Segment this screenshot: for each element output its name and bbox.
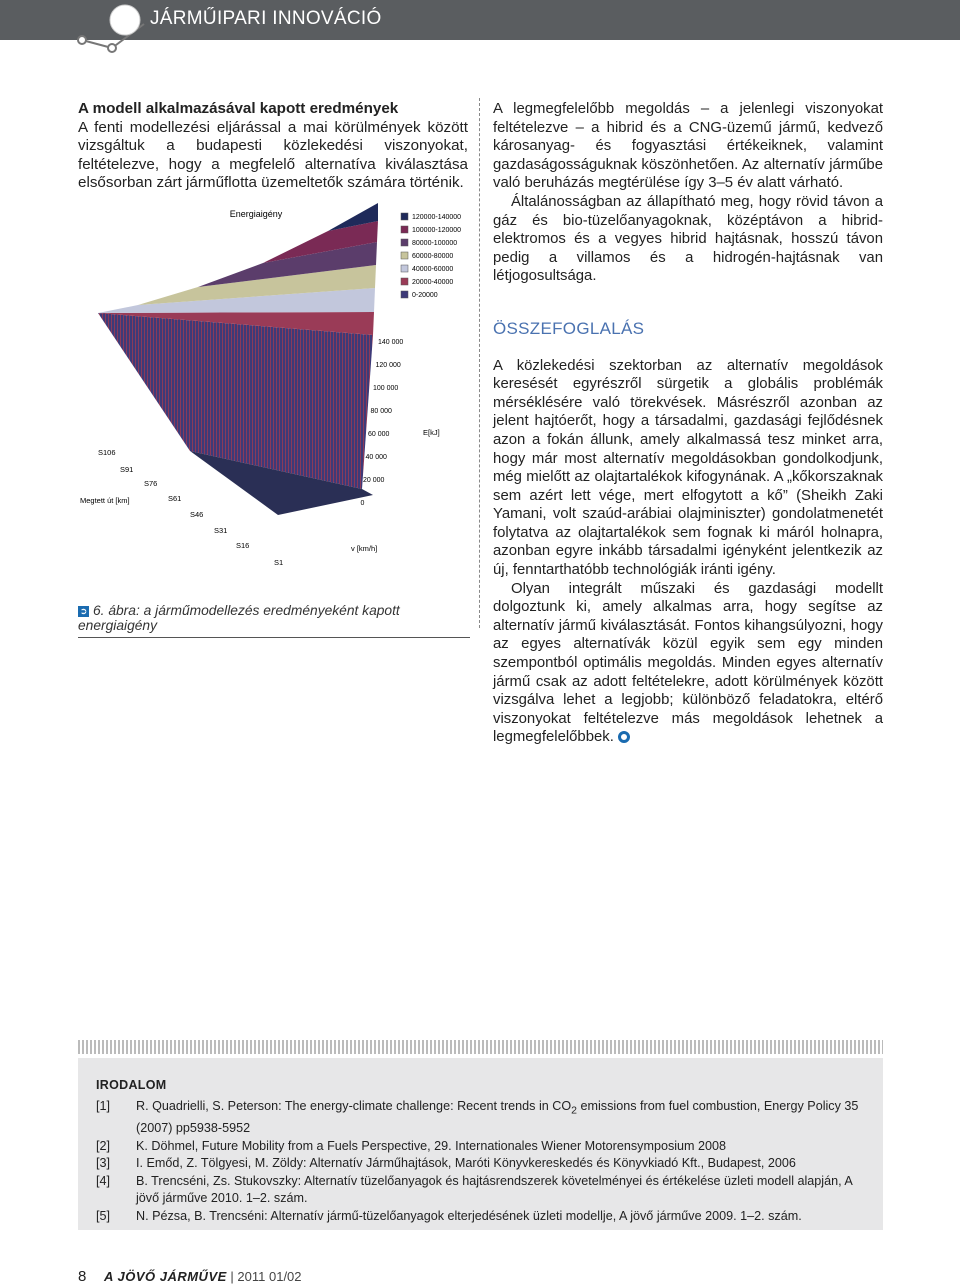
legend-swatch <box>401 239 408 246</box>
legend-entry: 100000-120000 <box>412 227 462 234</box>
summary-section-title: ÖSSZEFOGLALÁS <box>493 318 645 338</box>
s-axis-label: S46 <box>190 510 204 519</box>
legend-swatch <box>401 278 408 285</box>
decorative-stripes <box>78 1040 883 1054</box>
reference-item: [4] B. Trencséni, Zs. Stukovszky: Alternatív tüzelőanyagok és hajtásrendszerek követelményei és értékelése üzleti modell alapján, A jövő járműve 2010. 1–2. szám. <box>96 1173 853 1206</box>
references-heading: IRODALOM <box>96 1078 167 1092</box>
results-heading: A modell alkalmazásával kapott eredmények <box>78 100 399 117</box>
figure-caption <box>78 603 470 638</box>
s-axis-label: S91 <box>120 465 134 474</box>
chart-title: Energiaigény <box>229 209 283 219</box>
z-tick-label: 40 000 <box>365 454 387 461</box>
reference-number: [3] <box>96 1156 111 1171</box>
legend-entry: 80000-100000 <box>412 240 458 247</box>
page-number: 8 <box>78 1268 87 1285</box>
reference-number: [5] <box>96 1208 111 1223</box>
legend-swatch <box>401 291 408 298</box>
legend-swatch <box>401 252 408 259</box>
left-column <box>78 100 468 193</box>
network-logo-icon <box>70 0 150 60</box>
reference-item: [1] R. Quadrielli, S. Peterson: The energy-climate challenge: Recent trends in $CO_2$ emissions from fuel combustion, Energy Policy 35 (2007) pp5938-5952 <box>96 1099 859 1136</box>
reference-item: [3] I. Emőd, Z. Tölgyesi, M. Zöldy: Alternatív Járműhajtások, Maróti Könyvkereskedés és Könyvkiadó Kft., Budapest, 2006 <box>96 1155 863 1173</box>
s-axis-label: S31 <box>214 526 228 535</box>
legend-entry: 40000-60000 <box>412 266 454 273</box>
legend-swatch <box>401 213 408 220</box>
reference-number: [2] <box>96 1138 111 1153</box>
s-axis-label: S76 <box>144 479 158 488</box>
reference-item: [5] N. Pézsa, B. Trencséni: Alternatív jármű-tüzelőanyagok elterjedésének üzleti modellje, A jövő járműve 2009. 1–2. szám. <box>96 1208 863 1226</box>
column-divider <box>479 98 480 628</box>
reference-number: [1] <box>96 1099 111 1113</box>
references-box <box>78 1058 883 1230</box>
z-tick-label: 60 000 <box>368 431 390 438</box>
s-axis-label: S61 <box>168 494 182 503</box>
reference-item: [2] K. Döhmel, Future Mobility from a Fuels Perspective, 29. Internationales Wiener Motorensymposium 2008 <box>96 1138 863 1156</box>
v-axis-label: v [km/h] <box>351 544 378 553</box>
s-axis-label: S16 <box>236 541 250 550</box>
legend-entry: 20000-40000 <box>412 279 454 286</box>
z-tick-label: 0 <box>360 500 365 507</box>
arrow-icon: ➲ <box>79 605 88 616</box>
legend-entry: 60000-80000 <box>412 253 454 260</box>
z-axis-label: E[kJ] <box>423 428 440 437</box>
summary-paragraph-1: A közlekedési szektorban az alternatív megoldások keresését egyrészről sürgetik a globális problémák mérséklésére való törekvések. Másrészről azonban az jelent hajtóerőt, hogy a társadalmi, gazdasági fejlődésnek azon a fokán állunk, amely alkalmassá tesz minket arra, hogy már most alternatív megoldásokban gondolkodjunk, még mielőtt az olajtartalékok kifogynának. A „kőkorszaknak sem azért lett vége, mert elfogytott a kő” (Sheikh Zaki Yamani, volt szaúd-arábiai olajminiszter) gondolatmenetét folytatva az olajtartalékok sem fognak ki máról holnapra, azonban egyre inkább társadalmi igényként jelentkezik az új, fenntarthatóbb technológiák iránti igény. <box>493 357 883 579</box>
z-tick-label: 120 000 <box>375 362 401 369</box>
s-axis-label: S1 <box>274 558 284 567</box>
conclusion-paragraph-1: A legmegfelelőbb megoldás – a jelenlegi viszonyokat feltételezve – a hibrid és a CNG-üzemű jármű, kedvező károsanyag- és fogyasztási értékeiknek, valamint gazdaságosságuknak köszönhetően. Az alternatív járműbe való beruházás megtérülése így 3–5 év alatt várható. <box>493 101 883 192</box>
issue-number: | 2011 01/02 <box>230 1269 302 1284</box>
z-tick-label: 20 000 <box>363 477 385 484</box>
z-tick-label: 100 000 <box>373 385 399 392</box>
references-list <box>78 1098 883 1225</box>
end-mark-icon <box>618 731 630 743</box>
right-column <box>493 100 883 747</box>
x-axis-label: Megtett út [km] <box>80 496 130 505</box>
figure-caption-text: 6. ábra: a járműmodellezés eredményeként kapott energiaigény <box>78 603 400 633</box>
summary-paragraph-2 <box>493 580 883 747</box>
z-tick-label: 140 000 <box>378 339 404 346</box>
legend-swatch <box>401 226 408 233</box>
page-footer <box>78 1268 302 1285</box>
z-tick-label: 80 000 <box>370 408 392 415</box>
energy-demand-3d-chart <box>78 195 470 595</box>
results-paragraph: A fenti modellezési eljárással a mai körülmények között vizsgáltuk a budapesti közlekedési viszonyokat, feltételezve, hogy a megfelelő alternatíva kiválasztása elsősorban zárt járműflotta üzemeltetők számára történik. <box>78 118 468 191</box>
reference-number: [4] <box>96 1173 111 1188</box>
publication-name: A JÖVŐ JÁRMŰVE <box>103 1269 227 1284</box>
legend-swatch <box>401 265 408 272</box>
summary-paragraph-2-text: Olyan integrált műszaki és gazdasági modellt dolgoztunk ki, amely alkalmas arra, hogy segítse az alternatív jármű kiválasztását. Fontos kihangsúlyozni, hogy az egyes alternatívák közül egyik sem egy minden szempontból optimális megoldás. Minden egyes alternatív jármű csak az adott feltételekre, adott körülmények között vizsgálva lehet a legjobb; különböző feladatokra, eltérő viszonyokat feltételezve más megoldások lehetnek a legmegfelelőbbek. <box>493 580 883 746</box>
legend <box>401 213 461 299</box>
legend-entry: 0-20000 <box>412 292 438 299</box>
s-axis-label: S106 <box>98 448 116 457</box>
section-header-title: JÁRMŰIPARI INNOVÁCIÓ <box>150 8 382 29</box>
conclusion-paragraph-2: Általánosságban az állapítható meg, hogy rövid távon a gáz és bio-tüzelőanyagoknak, középtávon a hibrid-elektromos és a vegyes hibrid hajtásnak, hosszú távon pedig a villamos és a hidrogén-hajtásnak van létjogosultsága. <box>493 193 883 285</box>
legend-entry: 120000-140000 <box>412 214 462 221</box>
